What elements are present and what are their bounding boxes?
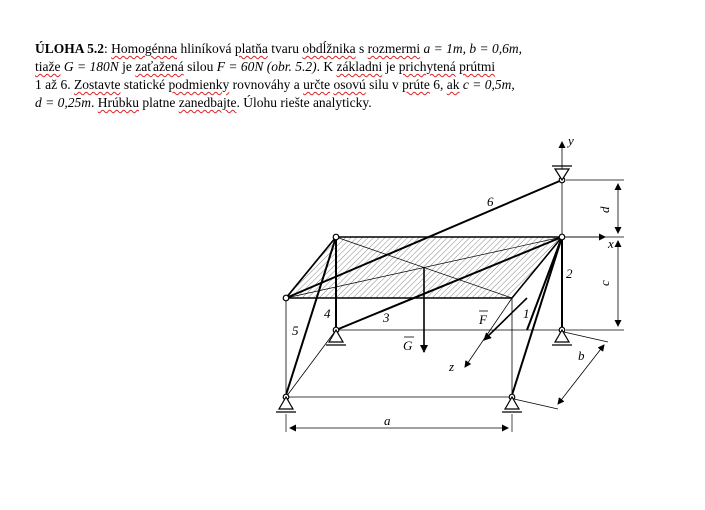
problem-text-segment: platňa — [234, 41, 268, 56]
problem-text-segment: tvaru — [267, 41, 303, 56]
axis-label-z: z — [449, 359, 455, 374]
rod-label-3: 3 — [383, 310, 390, 325]
axis-label-x: x — [608, 236, 614, 251]
problem-text-segment: 6, — [429, 77, 447, 92]
problem-text-segment: určte — [303, 77, 331, 92]
rod-label-5: 5 — [292, 323, 299, 338]
problem-text-segment: platne — [138, 95, 179, 110]
dimension-label-a: a — [384, 413, 391, 428]
problem-text-segment: 1 až 6. — [35, 77, 74, 92]
axis-label-y: y — [568, 133, 574, 148]
problem-text-segment: d = 0,25m — [35, 95, 91, 110]
problem-text-segment: . K — [316, 59, 337, 74]
force-F-arrow — [484, 298, 527, 340]
problem-text-segment: G = 180N — [63, 59, 119, 74]
problem-text-segment: základni — [336, 59, 383, 74]
problem-text-segment: prichytená — [398, 59, 456, 74]
problem-text-segment: silu v — [365, 77, 403, 92]
support-rear-right — [552, 330, 572, 345]
dimension-label-c: c — [597, 280, 612, 286]
problem-text-segment: . Úlohu riešte analyticky. — [236, 95, 372, 110]
problem-text-segment: rovnováhy a — [229, 77, 304, 92]
rod-label-6: 6 — [487, 194, 494, 209]
problem-text-segment: podmienky — [168, 77, 230, 92]
problem-text-segment: a = 1m, b = 0,6m, — [420, 41, 522, 56]
z-axis — [465, 298, 512, 367]
problem-text-segment: Zostavte — [73, 77, 121, 92]
support-rear-left — [326, 330, 346, 345]
problem-text-segment: je — [382, 59, 399, 74]
problem-text-segment: je — [118, 59, 136, 74]
problem-text-segment: c = 0,5m, — [459, 77, 515, 92]
problem-text-segment: Homogénna — [111, 41, 178, 56]
problem-text-segment: tiaže — [35, 59, 61, 74]
problem-text-segment: zanedbajte — [178, 95, 237, 110]
problem-text-segment: prúte — [402, 77, 430, 92]
problem-text-segment: s — [355, 41, 368, 56]
support-front-right — [502, 397, 522, 412]
problem-text-segment: . — [90, 95, 98, 110]
rod-label-4: 4 — [324, 306, 331, 321]
force-label-G: G — [403, 338, 413, 353]
problem-text-segment: osovú — [333, 77, 366, 92]
support-front-left — [276, 397, 296, 412]
problem-text-segment: : — [104, 41, 112, 56]
problem-text-segment: hliníková — [177, 41, 235, 56]
problem-text-segment: prútmi — [459, 59, 496, 74]
problem-text-segment: silou — [183, 59, 217, 74]
problem-text-segment: statické — [120, 77, 169, 92]
problem-text-segment: F = 60N — [216, 59, 264, 74]
rod-label-1: 1 — [523, 306, 530, 321]
dimension-label-b: b — [578, 348, 585, 363]
rod-label-2: 2 — [566, 266, 573, 281]
problem-heading: ÚLOHA 5.2 — [35, 41, 105, 56]
problem-text-segment: obdĺžnika — [302, 41, 356, 56]
problem-text-segment: (obr. 5.2) — [263, 59, 317, 74]
problem-text-segment: ak — [446, 77, 460, 92]
dimension-label-d: d — [597, 206, 612, 213]
problem-text-segment: Hrúbku — [97, 95, 139, 110]
problem-text-segment: rozmermi — [367, 41, 421, 56]
force-label-F: F — [479, 312, 487, 327]
problem-text-segment: zaťažená — [135, 59, 184, 74]
